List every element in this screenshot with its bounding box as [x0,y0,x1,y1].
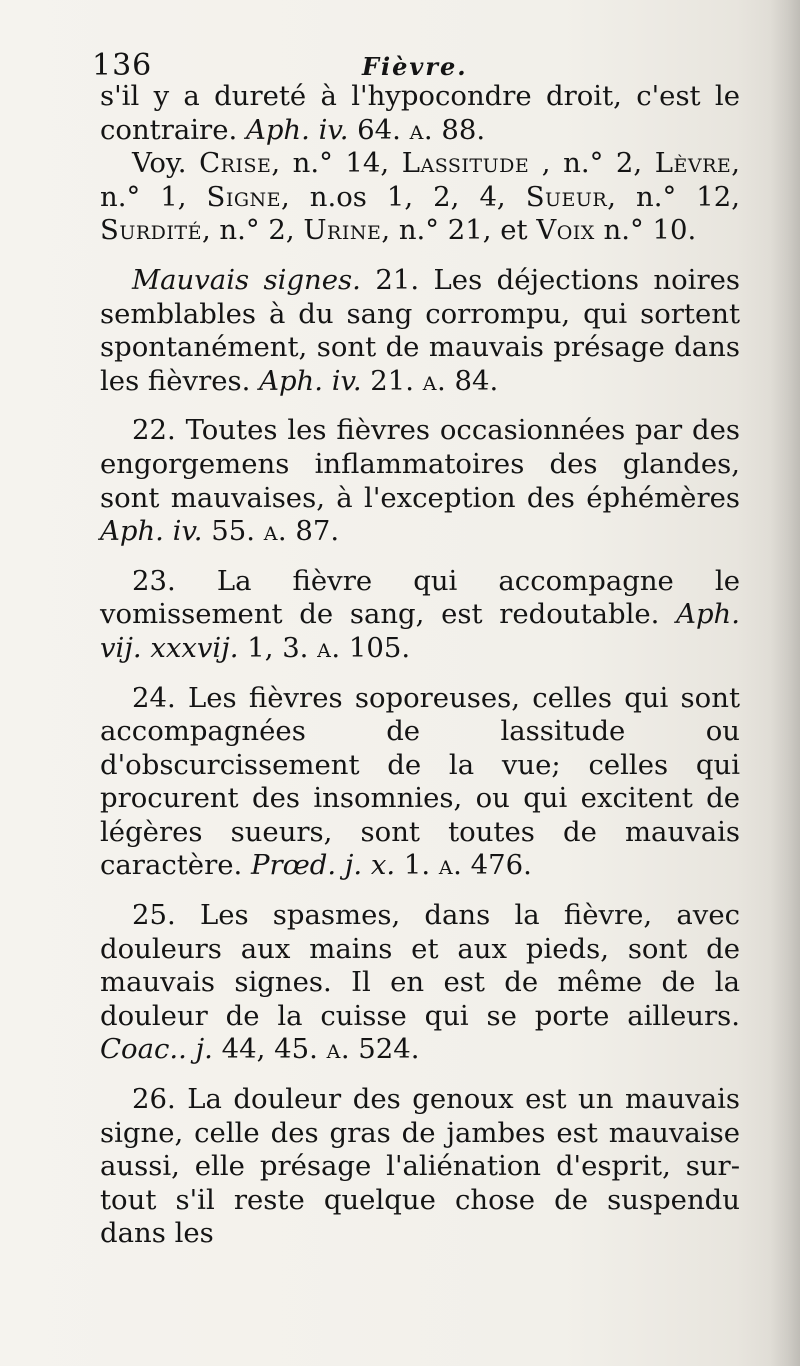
text-run: 24. Les fièvres soporeuses, celles qui sont accompagnées de lassitude ou d'obscurcissement de la vue; celles qui procurent des insomnies, ou qui excitent de légères sueurs, sont toutes de mauvais caractère. [100,681,740,882]
text-run: n.° 10. [594,214,697,247]
text-run: Prœd. j. x. [250,849,396,882]
paragraph-22 [100,414,740,548]
text-run: , n.° 14, [271,147,402,180]
text-run: . 524. [340,1033,420,1066]
paragraph-see-also [100,147,740,248]
text-run: Mauvais signes. [132,263,361,296]
text-run: Urine [303,214,382,247]
running-title: Fièvre. [362,52,468,81]
paragraph-24 [100,682,740,884]
text-run: , n.° 2, [201,214,304,247]
text-run: 26. La douleur des genoux est un mauvais signe, celle des gras de jambes est mauvaise aussi, elle présage l'aliénation d'esprit, sur-tout s'il reste quelque chose de suspendu dans les [100,1083,740,1250]
text-run: Voix [536,214,595,247]
text-run: , n.os 1, 2, 4, [281,180,526,213]
text-run: Voy. [132,147,200,180]
page-edge-shadow [770,0,800,1366]
text-run: Aph. iv. [100,515,203,548]
page-number: 136 [92,48,153,83]
text-run: a [263,515,278,548]
text-run: 55. [202,515,264,548]
text-run: 25. Les spasmes, dans la fièvre, avec douleurs aux mains et aux pieds, sont de mauvais signes. Il en est de même de la douleur de la cuisse qui se porte ailleurs. [100,899,740,1032]
text-run: Surdité [100,214,202,247]
text-run: Sueur [525,180,608,213]
text-run: a [326,1033,341,1066]
text-run: a [409,113,424,146]
body-text [100,80,740,1251]
text-run: Signe [206,180,282,213]
text-run: Lassitude [401,147,530,180]
text-run: Crise [199,147,272,180]
paragraph-continuation [100,80,740,147]
text-run: 64. [348,113,410,146]
text-run: s'il y a dureté à l'hypocondre droit, c'est le contraire. [100,80,740,146]
text-run: 23. La fièvre qui accompagne le vomissement de sang, est redoutable. [100,564,740,631]
text-run: , n.° 2, [529,147,655,180]
text-run: . 476. [453,849,532,882]
text-run: Aph. vij. xxxvij. [100,598,740,664]
text-run: a [317,631,332,664]
text-run: 22. Toutes les fièvres occasionnées par des engorgemens inflammatoires des glandes, sont mauvaises, à l'exception des éphémères [100,414,740,514]
text-run: a [438,849,454,882]
text-run: Coac.. j. [100,1033,213,1066]
text-run: Lèvre [654,147,732,180]
text-run: , n.° 1, [100,147,740,213]
text-run: , n.° 12, [607,180,740,213]
text-run: 1. [395,849,439,882]
text-run: . 84. [437,364,499,397]
text-run: 1, 3. [238,631,318,664]
paragraph-21 [100,264,740,398]
paragraph-23 [100,565,740,666]
paragraph-26 [100,1083,740,1251]
text-run: . 105. [331,631,411,664]
text-run: 44, 45. [212,1033,327,1066]
text-run: a [422,364,438,397]
text-run: 21. [361,364,423,397]
text-run: . 87. [277,515,340,548]
text-run: Aph. iv. [259,364,362,397]
text-run: , n.° 21, et [381,214,537,247]
text-run: . 88. [423,113,486,146]
paragraph-25 [100,899,740,1067]
text-run: 21. Les déjections noires semblables à du sang corrompu, qui sortent spontanément, sont de mauvais présage dans les fièvres. [100,263,740,397]
text-run: Aph. iv. [245,113,349,146]
